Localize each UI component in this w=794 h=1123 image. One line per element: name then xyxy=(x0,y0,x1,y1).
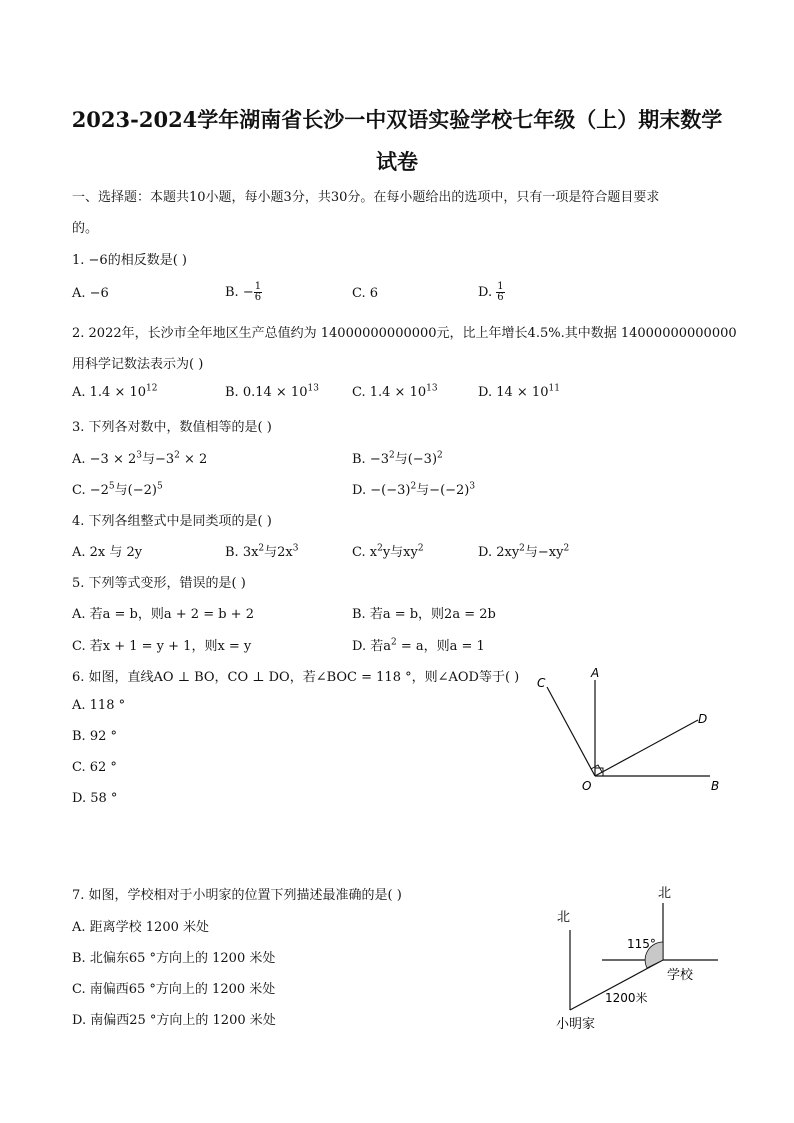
q3-option-d: D. $-(-3)^2$与$-(-2)^3$ xyxy=(352,481,476,498)
label-a: A xyxy=(591,666,600,680)
ray-od xyxy=(595,720,698,776)
q3-option-b: B. $-3^2$与$(-3)^2$ xyxy=(352,450,443,467)
q3-option-c: C. $-2^5$与$(-2)^5$ xyxy=(72,481,163,498)
paper-title-line2: 试卷 xyxy=(376,149,418,174)
q1-option-b: B. − $\frac{1}{6}$ xyxy=(225,281,262,303)
q1-option-d: D. $\frac{1}{6}$ xyxy=(478,281,504,303)
q4-option-c: C. $x^2y$与$xy^2$ xyxy=(352,543,424,560)
q6-stem: 6. 如图，直线AO ⊥ BO，CO ⊥ DO，若∠BOC = 118 °，则∠AOD等于( ) xyxy=(72,670,520,685)
q6-option-a: A. 118 ° xyxy=(72,698,126,713)
north-label-school: 北 xyxy=(658,886,672,901)
q3-stem: 3. 下列各对数中，数值相等的是( ) xyxy=(72,420,272,435)
home-label: 小明家 xyxy=(556,1017,596,1032)
label-d: D xyxy=(698,712,708,726)
paper-title-line1: 2023-2024学年湖南省长沙一中双语实验学校七年级（上）期末数学 xyxy=(71,107,723,132)
label-b: B xyxy=(711,779,720,793)
q6-option-c: C. 62 ° xyxy=(72,760,117,775)
q5-option-d: D. 若$a^2 = a$，则a = 1 xyxy=(352,637,485,654)
q2-option-b: B. $0.14 \times 10^{13}$ xyxy=(225,383,319,400)
q4-stem: 4. 下列各组整式中是同类项的是( ) xyxy=(72,514,272,529)
distance-label: 1200米 xyxy=(605,991,648,1005)
q7-direction-figure xyxy=(540,875,730,1040)
q7-option-a: A. 距离学校 1200 米处 xyxy=(72,920,210,935)
north-label-home: 北 xyxy=(557,910,571,925)
q1-stem: 1. −6的相反数是( ) xyxy=(72,253,187,268)
q4-option-a: A. 2x 与 2y xyxy=(72,545,143,560)
q7-stem: 7. 如图，学校相对于小明家的位置下列描述最准确的是( ) xyxy=(72,888,402,903)
q5-option-c: C. 若x + 1 = y + 1，则x = y xyxy=(72,639,252,654)
ray-oc xyxy=(547,687,595,776)
q5-stem: 5. 下列等式变形，错误的是( ) xyxy=(72,576,246,591)
q6-option-b: B. 92 ° xyxy=(72,729,117,744)
q1-option-a: A. −6 xyxy=(72,286,109,301)
q2-stem-line1: 2. 2022年，长沙市全年地区生产总值约为 14000000000000元，比上年增长4.5%.其中数据 14000000000000 xyxy=(72,326,737,341)
q5-option-a: A. 若a = b，则a + 2 = b + 2 xyxy=(72,607,254,622)
q1-option-c: C. 6 xyxy=(352,286,379,301)
q3-option-a: A. $-3 \times 2^3$与$-3^2 \times 2$ xyxy=(72,450,208,467)
q1-option-b-fraction: $\frac{1}{6}$ xyxy=(254,281,262,303)
q2-option-a: A. $1.4 \times 10^{12}$ xyxy=(72,383,158,400)
q7-option-b: B. 北偏东65 °方向上的 1200 米处 xyxy=(72,951,276,966)
q2-option-d: D. $14 \times 10^{11}$ xyxy=(478,383,560,400)
q6-option-d: D. 58 ° xyxy=(72,791,118,806)
section-heading-line1: 一、选择题：本题共10小题，每小题3分，共30分。在每小题给出的选项中，只有一项是符合题目要求 xyxy=(72,190,660,205)
q4-option-d: D. $2xy^2$与$-xy^2$ xyxy=(478,543,570,560)
q7-option-d: D. 南偏西25 °方向上的 1200 米处 xyxy=(72,1013,276,1028)
section-heading-line2: 的。 xyxy=(72,221,99,236)
q7-option-c: C. 南偏西65 °方向上的 1200 米处 xyxy=(72,982,276,997)
q1-option-d-fraction: $\frac{1}{6}$ xyxy=(497,281,504,303)
q2-stem-line2: 用科学记数法表示为( ) xyxy=(72,357,204,372)
school-label: 学校 xyxy=(667,968,694,983)
q2-option-c: C. $1.4 \times 10^{13}$ xyxy=(352,383,438,400)
q6-angle-figure xyxy=(520,660,740,800)
label-o: O xyxy=(582,779,592,793)
q4-option-b: B. $3x^2$与$2x^3$ xyxy=(225,543,299,560)
label-c: C xyxy=(537,676,546,690)
angle-label: 115° xyxy=(627,937,656,951)
q5-option-b: B. 若a = b，则2a = 2b xyxy=(352,607,496,622)
